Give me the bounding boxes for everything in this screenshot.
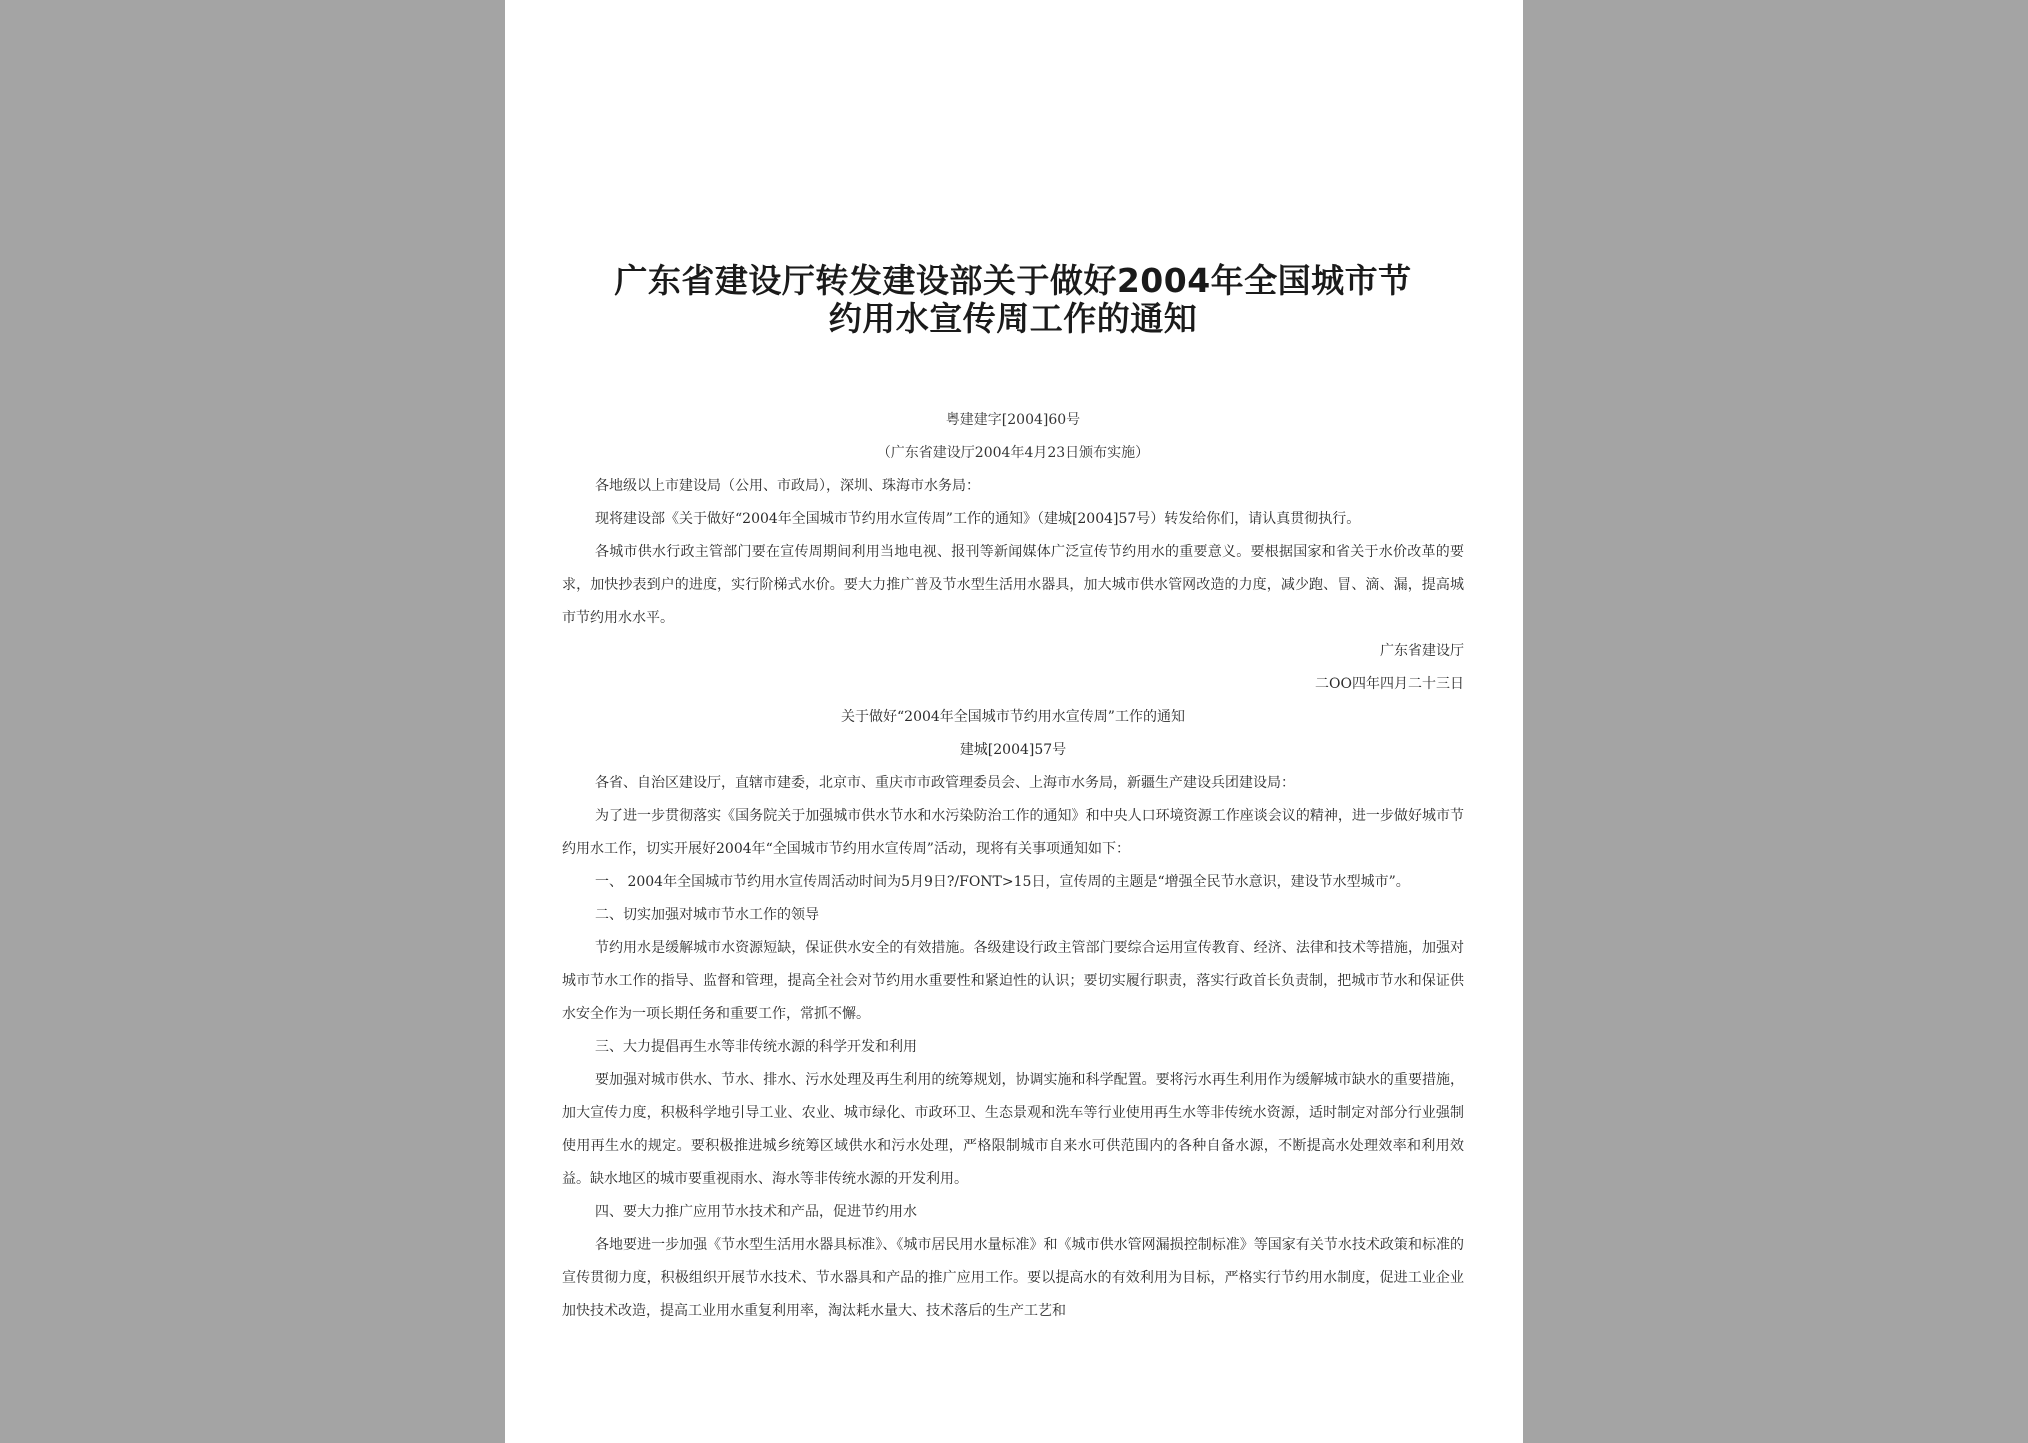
- section-2-body: 节约用水是缓解城市水资源短缺，保证供水安全的有效措施。各级建设行政主管部门要综合运用宣传教育、经济、法律和技术等措施，加强对城市节水工作的指导、监督和管理，提高全社会对节约用水重要性和紧迫性的认识；要切实履行职责，落实行政首长负责制，把城市节水和保证供水安全作为一项长期任务和重要工作，常抓不懈。: [562, 940, 1464, 1022]
- section-3-heading: 三、大力提倡再生水等非传统水源的科学开发和利用: [595, 1039, 917, 1055]
- document-page: [505, 0, 1523, 1443]
- sub-notice-number: 建城[2004]57号: [959, 742, 1067, 758]
- document-title: [562, 262, 1464, 338]
- title-line-2: 约用水宣传周工作的通知: [828, 299, 1198, 338]
- section-4-body: 各地要进一步加强《节水型生活用水器具标准》、《城市居民用水量标准》和《城市供水管网漏损控制标准》等国家有关节水技术政策和标准的宣传贯彻力度，积极组织开展节水技术、节水器具和产品的推广应用工作。要以提高水的有效利用为目标，严格实行节约用水制度，促进工业企业加快技术改造，提高工业用水重复利用率，淘汰耗水量大、技术落后的生产工艺和: [562, 1237, 1464, 1319]
- section-1: 一、 2004年全国城市节约用水宣传周活动时间为5月9日?/FONT>15日，宣传周的主题是“增强全民节水意识，建设节水型城市”。: [595, 874, 1410, 890]
- sub-addressee: 各省、自治区建设厅，直辖市建委，北京市、重庆市市政管理委员会、上海市水务局，新疆生产建设兵团建设局：: [595, 775, 1295, 791]
- section-4-heading: 四、要大力推广应用节水技术和产品，促进节约用水: [595, 1204, 917, 1220]
- signature-org: 广东省建设厅: [1380, 643, 1464, 659]
- section-3-body: 要加强对城市供水、节水、排水、污水处理及再生利用的统筹规划，协调实施和科学配置。要将污水再生利用作为缓解城市缺水的重要措施，加大宣传力度，积极科学地引导工业、农业、城市绿化、市政环卫、生态景观和洗车等行业使用再生水等非传统水资源，适时制定对部分行业强制使用再生水的规定。要积极推进城乡统筹区域供水和污水处理，严格限制城市自来水可供范围内的各种自备水源，不断提高水处理效率和利用效益。缺水地区的城市要重视雨水、海水等非传统水源的开发利用。: [562, 1072, 1464, 1187]
- signature-date: 二OO四年四月二十三日: [1315, 676, 1464, 692]
- addressee: 各地级以上市建设局（公用、市政局），深圳、珠海市水务局：: [595, 478, 980, 494]
- issue-note: （广东省建设厅2004年4月23日颁布实施）: [876, 445, 1150, 461]
- title-line-1: 广东省建设厅转发建设部关于做好2004年全国城市节: [614, 261, 1412, 300]
- forward-paragraph: 现将建设部《关于做好“2004年全国城市节约用水宣传周”工作的通知》（建城[2004]57号）转发给你们，请认真贯彻执行。: [595, 511, 1361, 527]
- sub-notice-title: 关于做好“2004年全国城市节约用水宣传周”工作的通知: [841, 709, 1185, 725]
- requirements-paragraph: 各城市供水行政主管部门要在宣传周期间利用当地电视、报刊等新闻媒体广泛宣传节约用水的重要意义。要根据国家和省关于水价改革的要求，加快抄表到户的进度，实行阶梯式水价。要大力推广普及节水型生活用水器具，加大城市供水管网改造的力度，减少跑、冒、滴、漏，提高城市节约用水水平。: [562, 544, 1464, 626]
- document-number: 粤建建字[2004]60号: [945, 412, 1081, 428]
- section-2-heading: 二、切实加强对城市节水工作的领导: [595, 907, 819, 923]
- intro-paragraph: 为了进一步贯彻落实《国务院关于加强城市供水节水和水污染防治工作的通知》和中央人口环境资源工作座谈会议的精神，进一步做好城市节约用水工作，切实开展好2004年“全国城市节约用水宣传周”活动，现将有关事项通知如下：: [562, 808, 1464, 857]
